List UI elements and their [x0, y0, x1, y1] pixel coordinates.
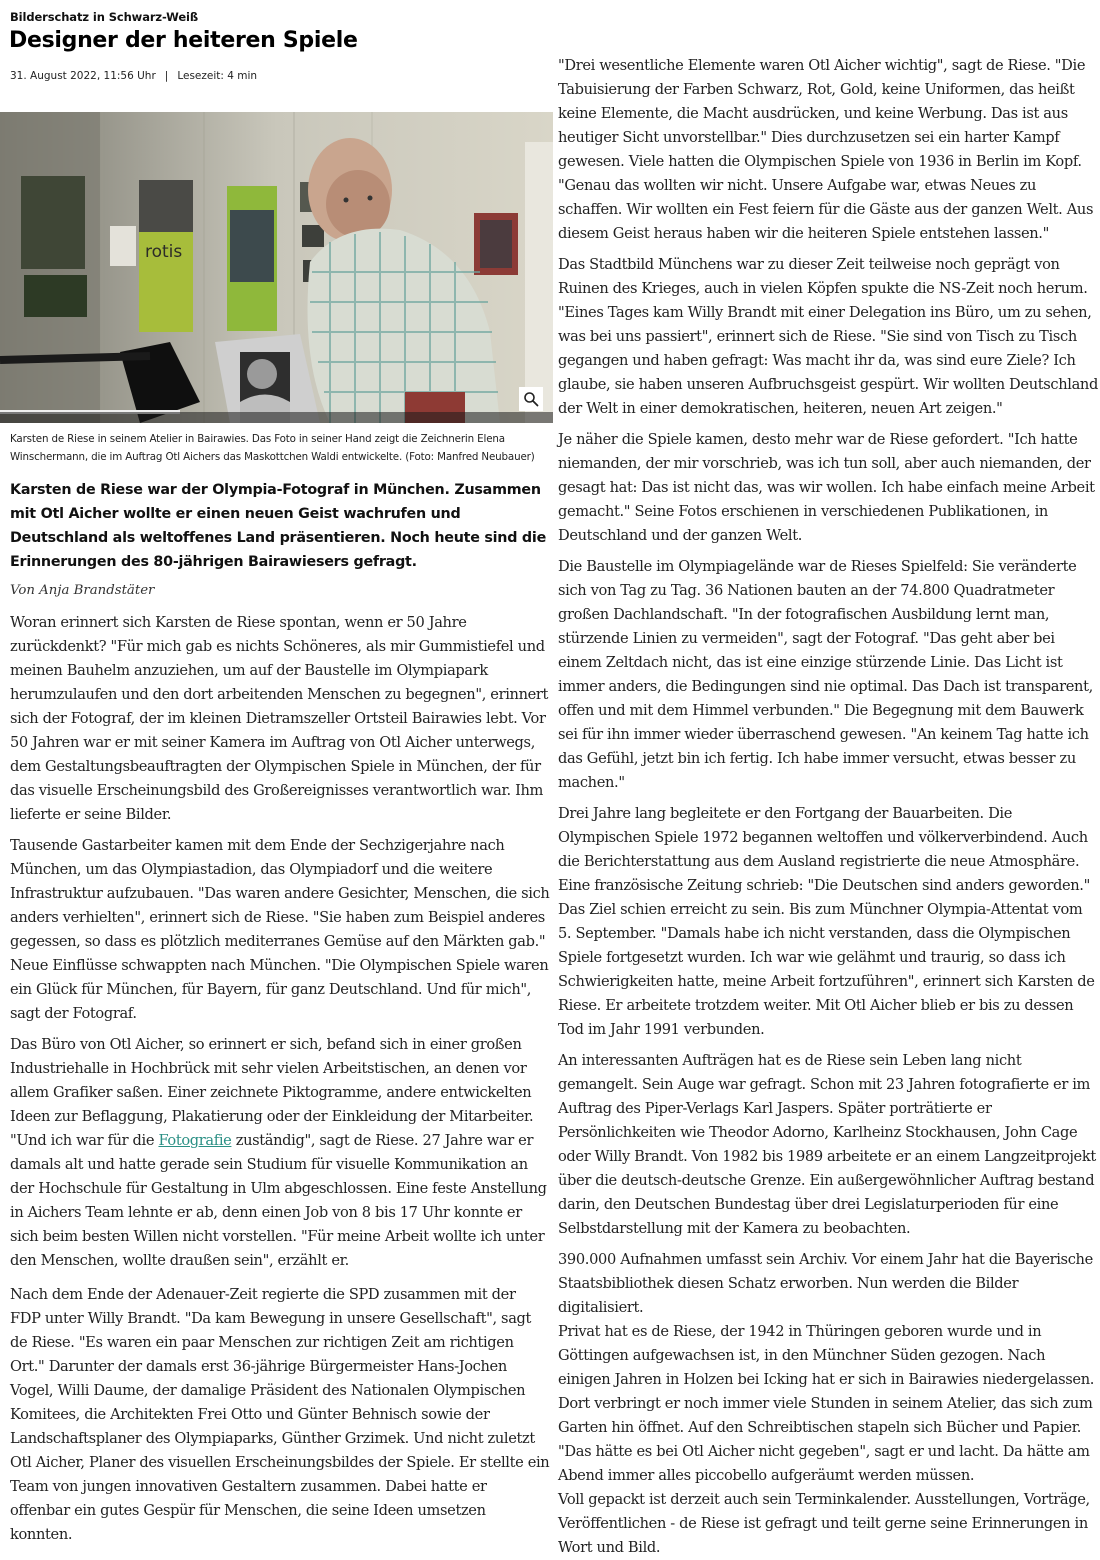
photo-zoom-button[interactable] [519, 387, 543, 411]
fotografie-link[interactable]: Fotografie [158, 1132, 232, 1149]
paragraph-text: Das Büro von Otl Aicher, so erinnert er sich, befand sich in einer großen Industriehalle in Hochbrück mit sehr vielen Arbeitstischen, an denen vor allem Grafiker saßen. Einer zeichnete Piktogramme, andere entwickelten Ideen zur Beflaggung, Plakatierung oder der Einkleidung der Mitarbeiter. "Und ich war für die [10, 1036, 534, 1149]
paragraph-text: zuständig", sagt de Riese. 27 Jahre war er damals alt und hatte gerade sein Studium für visuelle Kommunikation an der Hochschule für Gestaltung in Ulm abgeschlossen. Eine feste Anstellung in Aichers Team lehnte er ab, denn einen Job von 8 bis 17 Uhr konnte er sich beim besten Willen nicht vorstellen. "Für meine Arbeit wollte ich unter den Menschen, wollte draußen sein", erzählt er. [10, 1132, 547, 1269]
body-paragraph: Nach dem Ende der Adenauer-Zeit regierte die SPD zusammen mit der FDP unter Willy Brandt. "Da kam Bewegung in unsere Gesellschaft", sagt de Riese. "Es waren ein paar Menschen zur richtigen Zeit am richtigen Ort." Darunter der damals erst 36-jährige Bürgermeister Hans-Jochen Vogel, Willi Daume, der damalige Präsident des Nationalen Olympischen Komitees, die Architekten Frei Otto und Günter Behnisch sowie der Landschaftsplaner des Olympiaparks, Günther Grzimek. Und nicht zuletzt Otl Aicher, Planer des visuellen Erscheinungsbildes der Spiele. Er stellte ein Team von jungen innovativen Gestaltern zusammen. Dabei hatte er offenbar ein gutes Gespür für Menschen, die seine Ideen umsetzen konnten. [10, 1286, 550, 1543]
body-paragraph: Je näher die Spiele kamen, desto mehr war de Riese gefordert. "Ich hatte niemanden, der mir vorschrieb, was ich tun soll, aber auch niemanden, der gesagt hat: Das ist nicht das, was wir wollen. Ich habe einfach meine Arbeit gemacht." Seine Fotos erschienen in verschiedenen Publikationen, in Deutschland und der ganzen Welt. [558, 431, 1095, 544]
body-paragraph: Privat hat es de Riese, der 1942 in Thüringen geboren wurde und in Göttingen aufgewachsen ist, in den Münchner Süden gezogen. Nach einigen Jahren in Holzen bei Icking hat er sich in Bairawies niedergelassen. Dort verbringt er noch immer viele Stunden in seinem Atelier, das sich zum Garten hin öffnet. Auf den Schreibtischen stapeln sich Bücher und Papier. "Das hätte es bei Otl Aicher nicht gegeben", sagt er und lacht. Da hätte am Abend immer alles piccobello aufgeräumt werden müssen. [558, 1323, 1095, 1484]
body-paragraph: 390.000 Aufnahmen umfasst sein Archiv. Vor einem Jahr hat die Bayerische Staatsbibliothek diesen Schatz erworben. Nun werden die Bilder digitalisiert. [558, 1251, 1093, 1316]
article-photo[interactable] [0, 112, 553, 423]
body-paragraph: Das Stadtbild Münchens war zu dieser Zeit teilweise noch geprägt von Ruinen des Krieges, auch in vielen Köpfen spukte die NS-Zeit noch herum. "Eines Tages kam Willy Brandt mit einer Delegation ins Büro, um zu sehen, was bei uns passiert", erinnert sich de Riese. "Sie sind von Tisch zu Tisch gegangen und haben gefragt: Was macht ihr da, was sind eure Ziele? Ich glaube, sie haben unseren Aufbruchsgeist gespürt. Wir wollten Deutschland der Welt in einer demokratischen, heiteren, neuen Art zeigen." [558, 256, 1098, 417]
article-lead: Karsten de Riese war der Olympia-Fotograf in München. Zusammen mit Otl Aicher wollte er einen neuen Geist wachrufen und Deutschland als weltoffenes Land präsentieren. Noch heute sind die Erinnerungen des 80-jährigen Bairawiesers gefragt. [10, 482, 547, 570]
body-paragraph: Tausende Gastarbeiter kamen mit dem Ende der Sechzigerjahre nach München, um das Olympiastadion, das Olympiadorf und die weitere Infrastruktur aufzubauen. "Das waren andere Gesichter, Menschen, die sich anders verhielten", erinnert sich de Riese. "Sie haben zum Beispiel anderes gegessen, so dass es plötzlich mediterranes Gemüse auf den Märkten gab." Neue Einflüsse schwappten nach München. "Die Olympischen Spiele waren ein Glück für München, für Bayern, für ganz Deutschland. Und für mich", sagt der Fotograf. [10, 837, 550, 1022]
body-paragraph: Woran erinnert sich Karsten de Riese spontan, wenn er 50 Jahre zurückdenkt? "Für mich gab es nichts Schöneres, als mir Gummistiefel und meinen Bauhelm anzuziehen, um auf der Baustelle im Olympiapark herumzulaufen und den dort arbeitenden Menschen zu begegnen", erinnert sich der Fotograf, der im kleinen Dietramszeller Ortsteil Bairawies lebt. Vor 50 Jahren war er mit seiner Kamera im Auftrag von Otl Aicher unterwegs, dem Gestaltungsbeauftragten der Olympischen Spiele in München, der für das visuelle Erscheinungsbild des Großereignisses verantwortlich war. Ihm lieferte er seine Bilder. [10, 614, 549, 823]
body-paragraph: "Drei wesentliche Elemente waren Otl Aicher wichtig", sagt de Riese. "Die Tabuisierung der Farben Schwarz, Rot, Gold, keine Uniformen, das heißt keine Elemente, die Macht ausdrücken, und keine Werbung. Das ist aus heutiger Sicht unvorstellbar." Dies durchzusetzen sei ein harter Kampf gewesen. Viele hatten die Olympischen Spiele von 1936 in Berlin im Kopf. "Genau das wollten wir nicht. Unsere Aufgabe war, etwas Neues zu schaffen. Wir wollten ein Fest feiern für die Gäste aus der ganzen Welt. Aus diesem Geist heraus haben wir die heiteren Spiele entstehen lassen." [558, 57, 1094, 242]
body-paragraph: Drei Jahre lang begleitete er den Fortgang der Bauarbeiten. Die Olympischen Spiele 1972 begannen weltoffen und völkerverbindend. Auch die Berichterstattung aus dem Ausland registrierte die neue Atmosphäre. Eine französische Zeitung schrieb: "Die Deutschen sind anders geworden." Das Ziel schien erreicht zu sein. Bis zum Münchner Olympia-Attentat vom 5. September. "Damals habe ich nicht verstanden, dass die Olympischen Spiele fortgesetzt wurden. Ich war wie gelähmt und traurig, so dass ich Schwierigkeiten hatte, meine Arbeit fortzuführen", erinnert sich Karsten de Riese. Er arbeitete trotzdem weiter. Mit Otl Aicher blieb er bis zu dessen Tod im Jahr 1991 verbunden. [558, 805, 1095, 1038]
article-meta [10, 70, 257, 82]
magnifier-icon [523, 391, 539, 407]
photo-illustration [0, 112, 553, 423]
body-paragraph: Die Baustelle im Olympiagelände war de Rieses Spielfeld: Sie veränderte sich von Tag zu Tag. 36 Nationen bauten an der 74.800 Quadratmeter großen Dachlandschaft. "In der fotografischen Ausbildung lernt man, stürzende Linien zu vermeiden", sagt der Fotograf. "Das geht aber bei einem Zeltdach nicht, das ist eine einzige stürzende Linie. Das Licht ist immer anders, die Bedingungen sind nie optimal. Das Dach ist transparent, offen und mit dem Himmel verbunden." Die Begegnung mit dem Bauwerk sei für ihn immer wieder überraschend gewesen. "An keinem Tag hatte ich das Gefühl, jetzt bin ich fertig. Ich habe immer versucht, etwas besser zu machen." [558, 558, 1093, 791]
article-kicker: Bilderschatz in Schwarz-Weiß [10, 10, 199, 24]
poster-rotis-text: rotis [145, 242, 183, 262]
photo-caption: Karsten de Riese in seinem Atelier in Bairawies. Das Foto in seiner Hand zeigt die Zeichnerin Elena Winschermann, die im Auftrag Otl Aichers das Maskottchen Waldi entwickelte. (Foto: Manfred Neubauer) [10, 433, 535, 463]
article-author: Von Anja Brandstäter [10, 583, 155, 598]
article-body-right [558, 54, 1098, 1560]
article-title: Designer der heiteren Spiele [9, 28, 358, 53]
body-paragraph: An interessanten Aufträgen hat es de Riese sein Leben lang nicht gemangelt. Sein Auge war gefragt. Schon mit 23 Jahren fotografierte er im Auftrag des Piper-Verlags Karl Jaspers. Später porträtierte er Persönlichkeiten wie Theodor Adorno, Karlheinz Stockhausen, John Cage oder Willy Brandt. Von 1982 bis 1989 arbeitete er an einem Langzeitprojekt über die deutsch-deutsche Grenze. Ein außergewöhnlicher Auftrag bestand darin, den Deutschen Bundestag über drei Legislaturperioden für eine Selbstdarstellung mit der Kamera zu beobachten. [558, 1052, 1096, 1237]
meta-separator: | [164, 70, 169, 82]
publish-date: 31. August 2022, 11:56 Uhr [10, 70, 156, 82]
body-paragraph: Voll gepackt ist derzeit auch sein Terminkalender. Ausstellungen, Vorträge, Veröffentlichen - de Riese ist gefragt und teilt gerne seine Erinnerungen in Wort und Bild. [558, 1491, 1090, 1556]
body-paragraph-office [10, 1033, 550, 1273]
article-body-left [10, 611, 550, 1554]
reading-time: Lesezeit: 4 min [177, 70, 258, 82]
